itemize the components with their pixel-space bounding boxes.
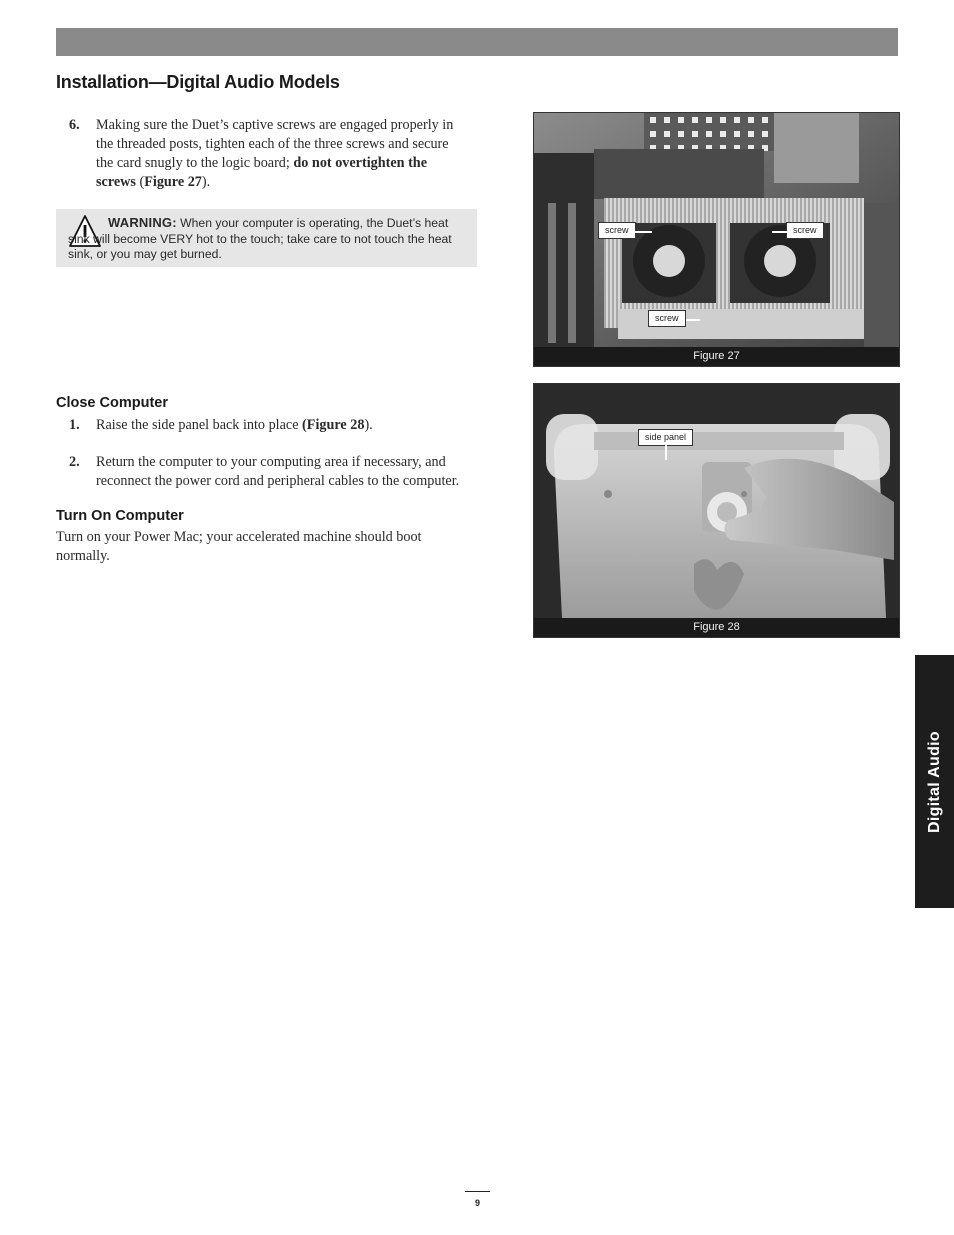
warning-text: WARNING: When your computer is operating, the Duet’s heat sink will become VERY hot to the touch; take care to not touch the heat sink, or you may get burned. [68,215,452,261]
side-tab-label: Digital Audio [925,730,943,833]
step-text: Making sure the Duet’s captive screws are engaged properly in the threaded posts, tighten each of the three screws and secure the card snugly to the logic board; do not overtighten the screws (Figure 27). [96,117,454,190]
step-6 [69,116,469,192]
turn-on-heading: Turn On Computer [56,508,184,524]
turn-on-text: Turn on your Power Mac; your accelerated machine should boot normally. [56,529,422,564]
side-panel-label: side panel [638,429,693,446]
close-step-1 [69,416,474,435]
figure-reference: Figure 27 [144,174,202,190]
close-computer-heading: Close Computer [56,395,168,411]
page-title: Installation—Digital Audio Models [56,72,340,92]
figure-27 [533,112,900,367]
step-text: Raise the side panel back into place (Figure 28). [96,417,373,433]
step-number: 6. [69,117,80,133]
leader-line [772,231,788,233]
step-number: 1. [69,417,80,433]
leader-line [686,319,700,321]
warning-box [56,209,477,267]
screw-label-bottom: screw [648,310,686,327]
section-side-tab [915,655,954,908]
page-number-rule [465,1191,490,1192]
header-bar [56,28,898,56]
figure-28-caption: Figure 28 [534,618,899,637]
leader-line [634,231,652,233]
page-number: 9 [474,1198,480,1208]
leader-line [665,444,667,460]
figure-27-caption: Figure 27 [534,347,899,366]
figure-28 [533,383,900,638]
screw-label-left: screw [598,222,636,239]
figure-27-photo [534,113,899,347]
heatsink-illustration [534,113,899,347]
computer-side-panel-illustration [534,384,899,618]
warning-label: WARNING: [108,215,177,230]
screw-label-right: screw [786,222,824,239]
step-number: 2. [69,454,80,470]
figure-28-photo [534,384,899,618]
close-step-2 [69,453,474,491]
emphasis-text: do not overtighten the screws [96,155,427,190]
figure-reference: (Figure 28 [302,417,365,433]
step-text: Return the computer to your computing area if necessary, and reconnect the power cord and peripheral cables to the computer. [96,454,460,489]
